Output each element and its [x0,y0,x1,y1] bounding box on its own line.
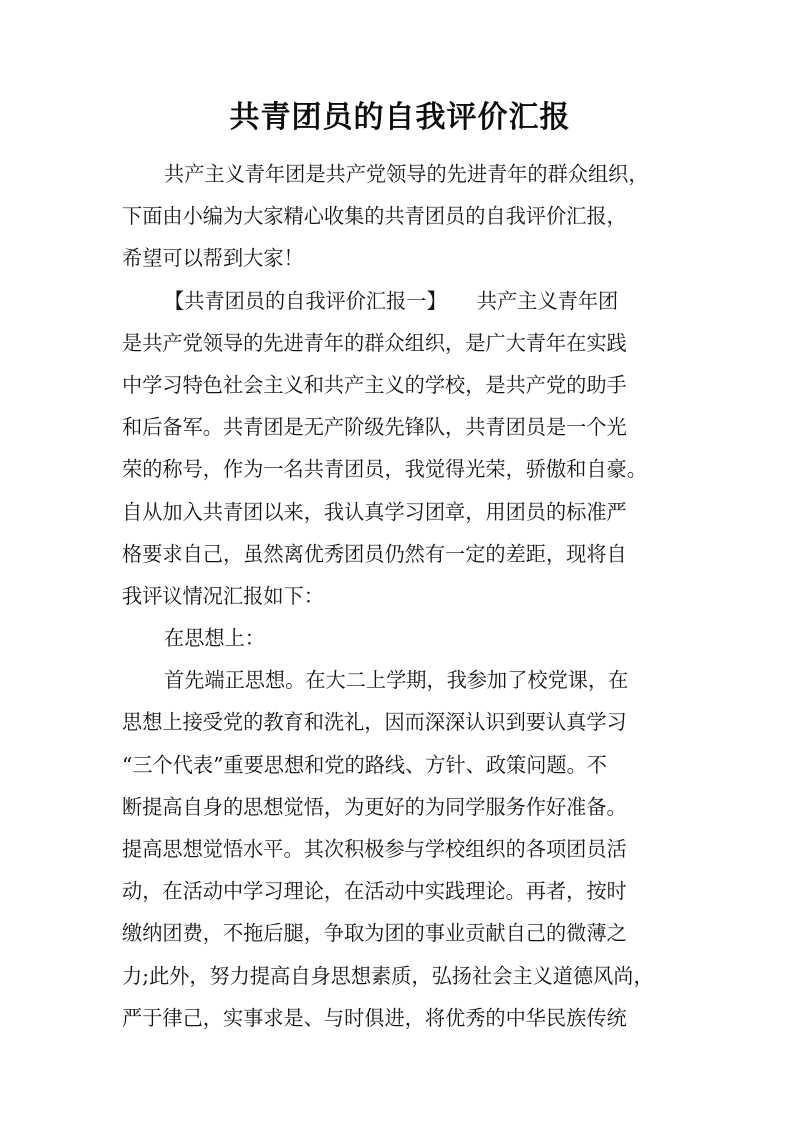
body-line: “三个代表”重要思想和党的路线、方针、政策问题。不 [122,752,607,777]
body-line: 提高思想觉悟水平。其次积极参与学校组织的各项团员活 [122,837,627,861]
body-line: 思想上接受党的教育和洗礼，因而深深认识到要认真学习 [122,710,627,735]
body-line: 力;此外，努力提高自身思想素质，弘扬社会主义道德风尚， [122,963,654,988]
body-line: 缴纳团费，不拖后腿，争取为团的事业贡献自己的微薄之 [122,921,627,946]
body-line-section-heading: 【共青团员的自我评价汇报一】 共产主义青年团 [164,288,619,313]
body-line: 荣的称号，作为一名共青团员，我觉得光荣，骄傲和自豪。 [122,457,647,482]
body-line: 严于律己，实事求是、与时俱进，将优秀的中华民族传统 [122,1005,627,1030]
document-body [122,153,678,1039]
body-line-intro-3: 希望可以帮到大家！ [122,246,304,271]
body-line: 断提高自身的思想觉悟，为更好的为同学服务作好准备。 [122,794,627,819]
body-line: 动，在活动中学习理论，在活动中实践理论。再者，按时 [122,879,627,904]
body-line: 格要求自己，虽然离优秀团员仍然有一定的差距，现将自 [122,541,627,566]
body-line: 自从加入共青团以来，我认真学习团章，用团员的标准严 [122,499,627,524]
body-line: 首先端正思想。在大二上学期，我参加了校党课，在 [164,668,629,693]
document-title: 共青团员的自我评价汇报 [229,100,571,135]
body-line-subheading: 在思想上： [164,626,265,651]
body-line: 中学习特色社会主义和共产主义的学校，是共产党的助手 [122,372,627,397]
body-line: 和后备军。共青团是无产阶级先锋队，共青团员是一个光 [122,415,627,440]
body-line: 我评议情况汇报如下： [122,583,324,608]
body-line-intro-1: 共产主义青年团是共产党领导的先进青年的群众组织， [164,162,649,186]
body-line-intro-2: 下面由小编为大家精心收集的共青团员的自我评价汇报， [122,204,627,229]
body-line: 是共产党领导的先进青年的群众组织，是广大青年在实践 [122,330,627,355]
